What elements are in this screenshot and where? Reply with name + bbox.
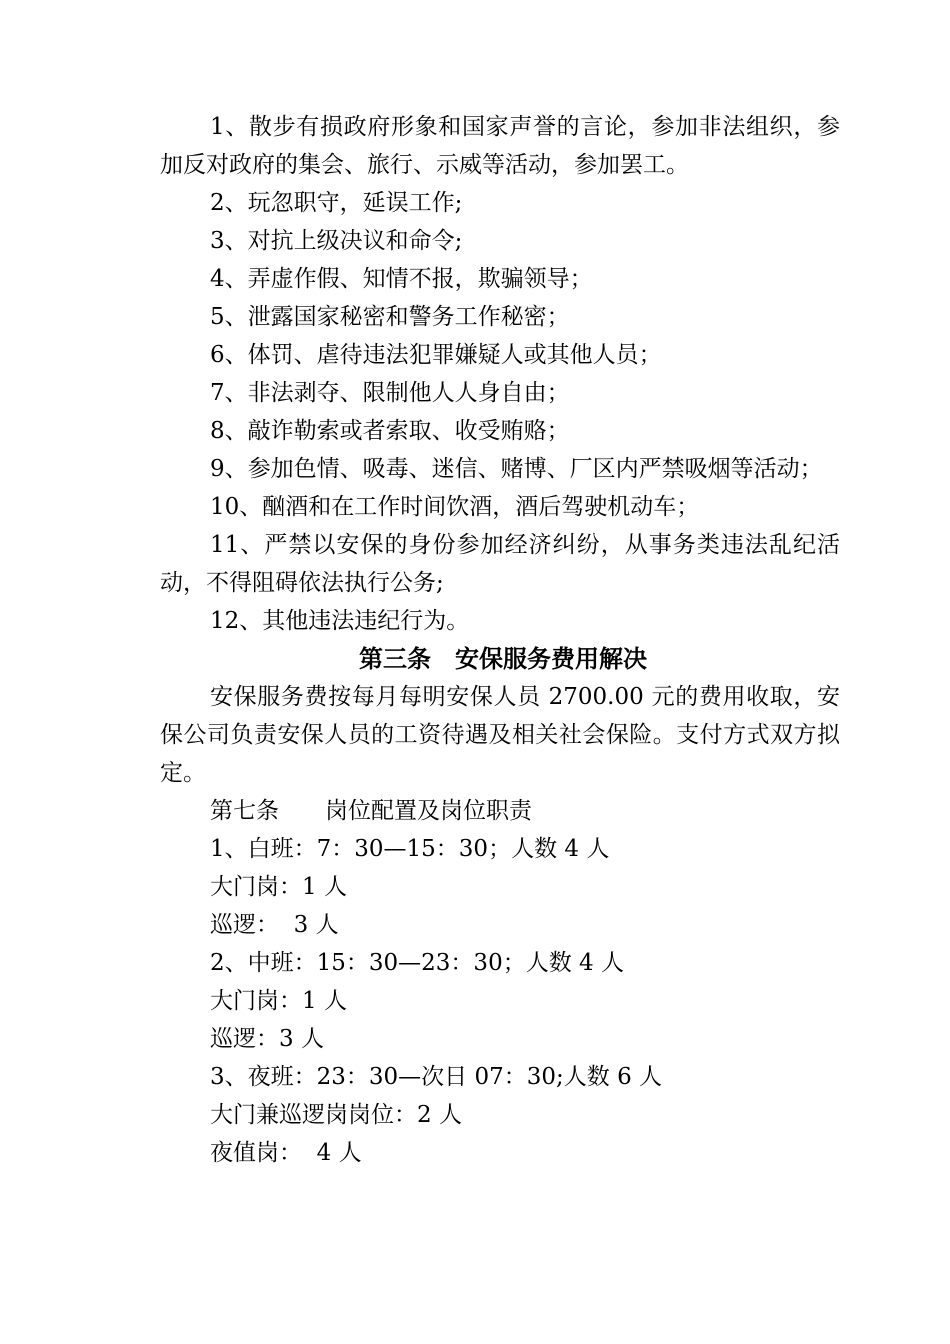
shift-line: 大门兼巡逻岗岗位：2 人 <box>210 1102 462 1128</box>
rule-item: 11、严禁以安保的身份参加经济纠纷，从事务类违法乱纪活动，不得阻碍依法执行公务; <box>160 532 840 596</box>
fee-paragraph: 安保服务费按每月每明安保人员 2700.00 元的费用收取，安保公司负责安保人员的工资待遇及相关社会保险。支付方式双方拟定。 <box>160 684 840 786</box>
rule-item: 3、对抗上级决议和命令; <box>210 228 463 254</box>
rule-item: 5、泄露国家秘密和警务工作秘密； <box>210 304 570 330</box>
rule-item: 6、体罚、虐待违法犯罪嫌疑人或其他人员； <box>210 342 662 368</box>
rule-item: 1、散步有损政府形象和国家声誉的言论，参加非法组织，参加反对政府的集会、旅行、示威等活动，参加罢工。 <box>160 114 840 178</box>
shift-line: 巡逻： 3 人 <box>210 912 339 938</box>
rule-item: 8、敲诈勒索或者索取、收受贿赂； <box>210 418 570 444</box>
document-page <box>160 108 840 1172</box>
rule-item: 7、非法剥夺、限制他人人身自由； <box>210 380 570 406</box>
shift-line: 大门岗：1 人 <box>210 874 347 900</box>
shift-line: 巡逻：3 人 <box>210 1026 324 1052</box>
article-seven-title: 第七条 岗位配置及岗位职责 <box>210 798 532 824</box>
rule-item: 9、参加色情、吸毒、迷信、赌博、厂区内严禁吸烟等活动； <box>210 456 823 482</box>
section-heading: 第三条 安保服务费用解决 <box>359 645 647 673</box>
shift-line: 3、夜班：23：30—次日 07：30;人数 6 人 <box>210 1064 663 1090</box>
rule-item: 10、酗酒和在工作时间饮酒，酒后驾驶机动车； <box>210 494 700 520</box>
shift-line: 2、中班：15：30—23：30；人数 4 人 <box>210 950 624 976</box>
shift-line: 夜值岗： 4 人 <box>210 1140 362 1166</box>
shift-line: 1、白班：7：30—15：30；人数 4 人 <box>210 836 610 862</box>
shift-line: 大门岗：1 人 <box>210 988 347 1014</box>
rule-item: 2、玩忽职守，延误工作; <box>210 190 463 216</box>
rule-item: 12、其他违法违纪行为。 <box>210 608 470 634</box>
rule-item: 4、弄虚作假、知情不报，欺骗领导； <box>210 266 593 292</box>
